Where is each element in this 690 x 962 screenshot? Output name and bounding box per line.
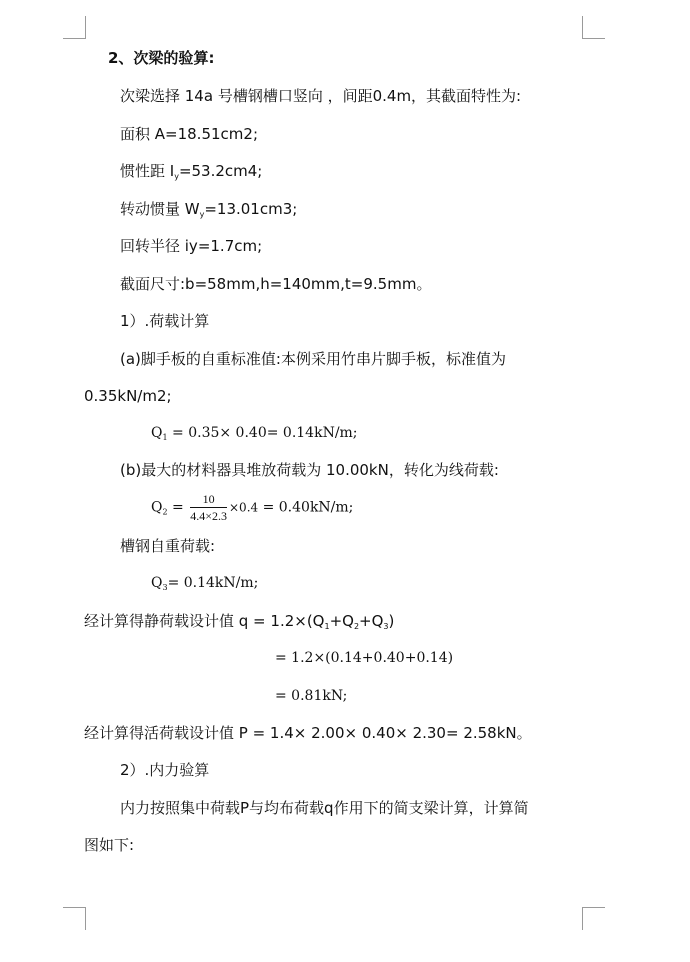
channel-self-weight-text: 槽钢自重荷载:	[120, 537, 216, 555]
static-load-design-value: 经计算得静荷载设计值 $q = 1.2\times(Q_1+Q_2+Q_3)$	[84, 612, 395, 631]
internal-force-text: 内力按照集中荷载P与均布荷载q作用下的简支梁计算，计算简	[120, 799, 529, 817]
load-calc-title: 1）.荷载计算	[120, 312, 210, 330]
internal-force-title: 2）.内力验算	[120, 761, 210, 779]
scaffold-board-text: (a)脚手板的自重标准值:本例采用竹串片脚手板，标准值为	[120, 350, 506, 368]
section-heading: 2、次梁的验算:	[108, 49, 215, 67]
q2-fraction: $\frac{10}{4.4\times 2.3}$	[190, 492, 227, 523]
moment-of-inertia-text: 惯性距 $I_y=53.2cm4$;	[120, 162, 263, 181]
crop-mark-top-right	[582, 16, 605, 39]
live-load-design-value: 经计算得活荷载设计值 P = 1.4× 2.00× 0.40× 2.30= 2.58kN。	[84, 724, 532, 742]
section-dimensions-text: 截面尺寸:b=58mm,h=140mm,t=9.5mm。	[120, 275, 432, 293]
crop-mark-bottom-right	[582, 907, 605, 930]
static-load-step-2: = 1.2×(0.14+0.40+0.14)	[275, 650, 454, 666]
crop-mark-top-left	[63, 16, 86, 39]
q3-formula: $Q_3= 0.14kN/m$;	[151, 575, 259, 592]
crop-mark-bottom-left	[63, 907, 86, 930]
scaffold-board-value: 0.35kN/m2;	[84, 387, 172, 405]
static-load-result: = 0.81kN;	[275, 688, 348, 704]
beam-selection-text: 次梁选择 14a 号槽钢槽口竖向 ，间距0.4m，其截面特性为:	[120, 87, 522, 105]
q1-formula: $Q_1 = 0.35\times 0.40= 0.14kN/m$;	[151, 425, 358, 442]
internal-force-text-continued: 图如下:	[84, 836, 135, 854]
q2-formula: $Q_2$ = $\frac{10}{4.4\times 2.3}$ ×0.4 = 0.40kN/m;	[151, 492, 354, 523]
section-modulus-text: 转动惯量 $W_y=13.01cm3$;	[120, 200, 298, 219]
material-load-text: (b)最大的材料器具堆放荷载为 10.00kN，转化为线荷载:	[120, 461, 499, 479]
section-area-text: 面积 A=18.51cm2;	[120, 125, 258, 143]
radius-of-gyration-text: 回转半径 iy=1.7cm;	[120, 237, 263, 255]
